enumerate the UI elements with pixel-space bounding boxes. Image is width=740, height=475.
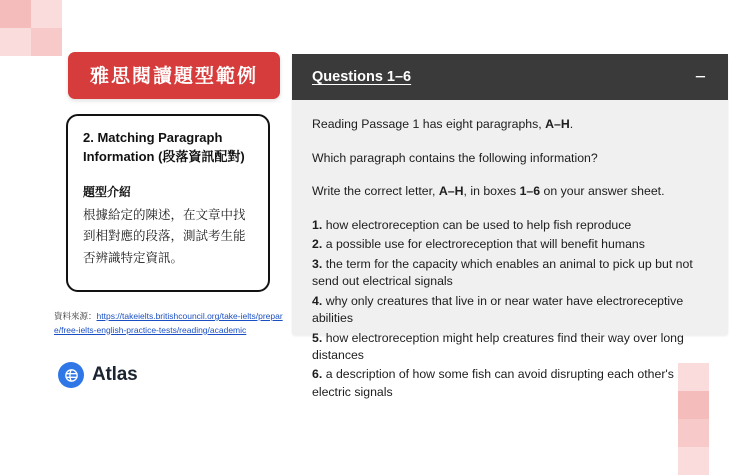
question-number: 4.: [312, 293, 326, 308]
brand-logo: [58, 362, 137, 388]
question-text: a description of how some fish can avoid disrupting each other's electric signals: [312, 367, 674, 399]
question-number: 1.: [312, 217, 326, 232]
question-text: why only creatures that live in or near water have electroreceptive abilities: [312, 293, 684, 326]
instruction-line-1: Reading Passage 1 has eight paragraphs, A–H.: [312, 117, 574, 131]
question-number: 6.: [312, 367, 326, 382]
list-item: [312, 217, 710, 234]
source-label: 資料來源：: [54, 311, 97, 321]
instruction-line-2: Which paragraph contains the following information?: [312, 150, 598, 165]
question-type-subheading: 題型介紹: [83, 184, 132, 199]
question-text: how electroreception can be used to help fish reproduce: [325, 217, 632, 232]
question-text: a possible use for electroreception that will benefit humans: [325, 237, 645, 252]
list-item: [312, 293, 710, 328]
source-link[interactable]: https://takeielts.britishcouncil.org/take-ielts/prepare/free-ielts-english-practice-tests/reading/academic: [54, 311, 283, 335]
question-text: the term for the capacity which enables an animal to pick up but not send out electrical signals: [312, 256, 693, 289]
question-list: [312, 217, 710, 402]
questions-panel-header: [292, 54, 728, 100]
instruction-line-3: Write the correct letter, A–H, in boxes 1–6 on your answer sheet.: [312, 184, 665, 199]
list-item: [312, 256, 710, 291]
list-item: [312, 236, 710, 253]
question-type-description: 根據給定的陳述，在文章中找到相對應的段落，測試考生能否辨識特定資訊。: [83, 207, 246, 265]
collapse-icon[interactable]: −: [694, 66, 706, 88]
questions-panel-body: [292, 100, 728, 413]
list-item: [312, 366, 710, 401]
slide-title-banner: 雅思閱讀題型範例: [68, 52, 280, 99]
question-number: 2.: [312, 237, 326, 252]
brand-wordmark: Atlas: [92, 364, 138, 385]
questions-panel-title: Questions 1–6: [312, 69, 412, 85]
question-text: how electroreception might help creatures find their way over long distances: [312, 330, 684, 362]
atlas-globe-icon: [58, 362, 84, 388]
questions-panel: [292, 54, 728, 399]
question-type-heading: 2. Matching Paragraph Information (段落資訊配對): [83, 130, 245, 164]
source-note: [54, 310, 286, 337]
decorative-corner-top-left: [0, 0, 62, 56]
question-type-card: [66, 114, 270, 292]
question-number: 5.: [312, 330, 326, 345]
question-number: 3.: [312, 256, 326, 271]
list-item: [312, 330, 710, 365]
